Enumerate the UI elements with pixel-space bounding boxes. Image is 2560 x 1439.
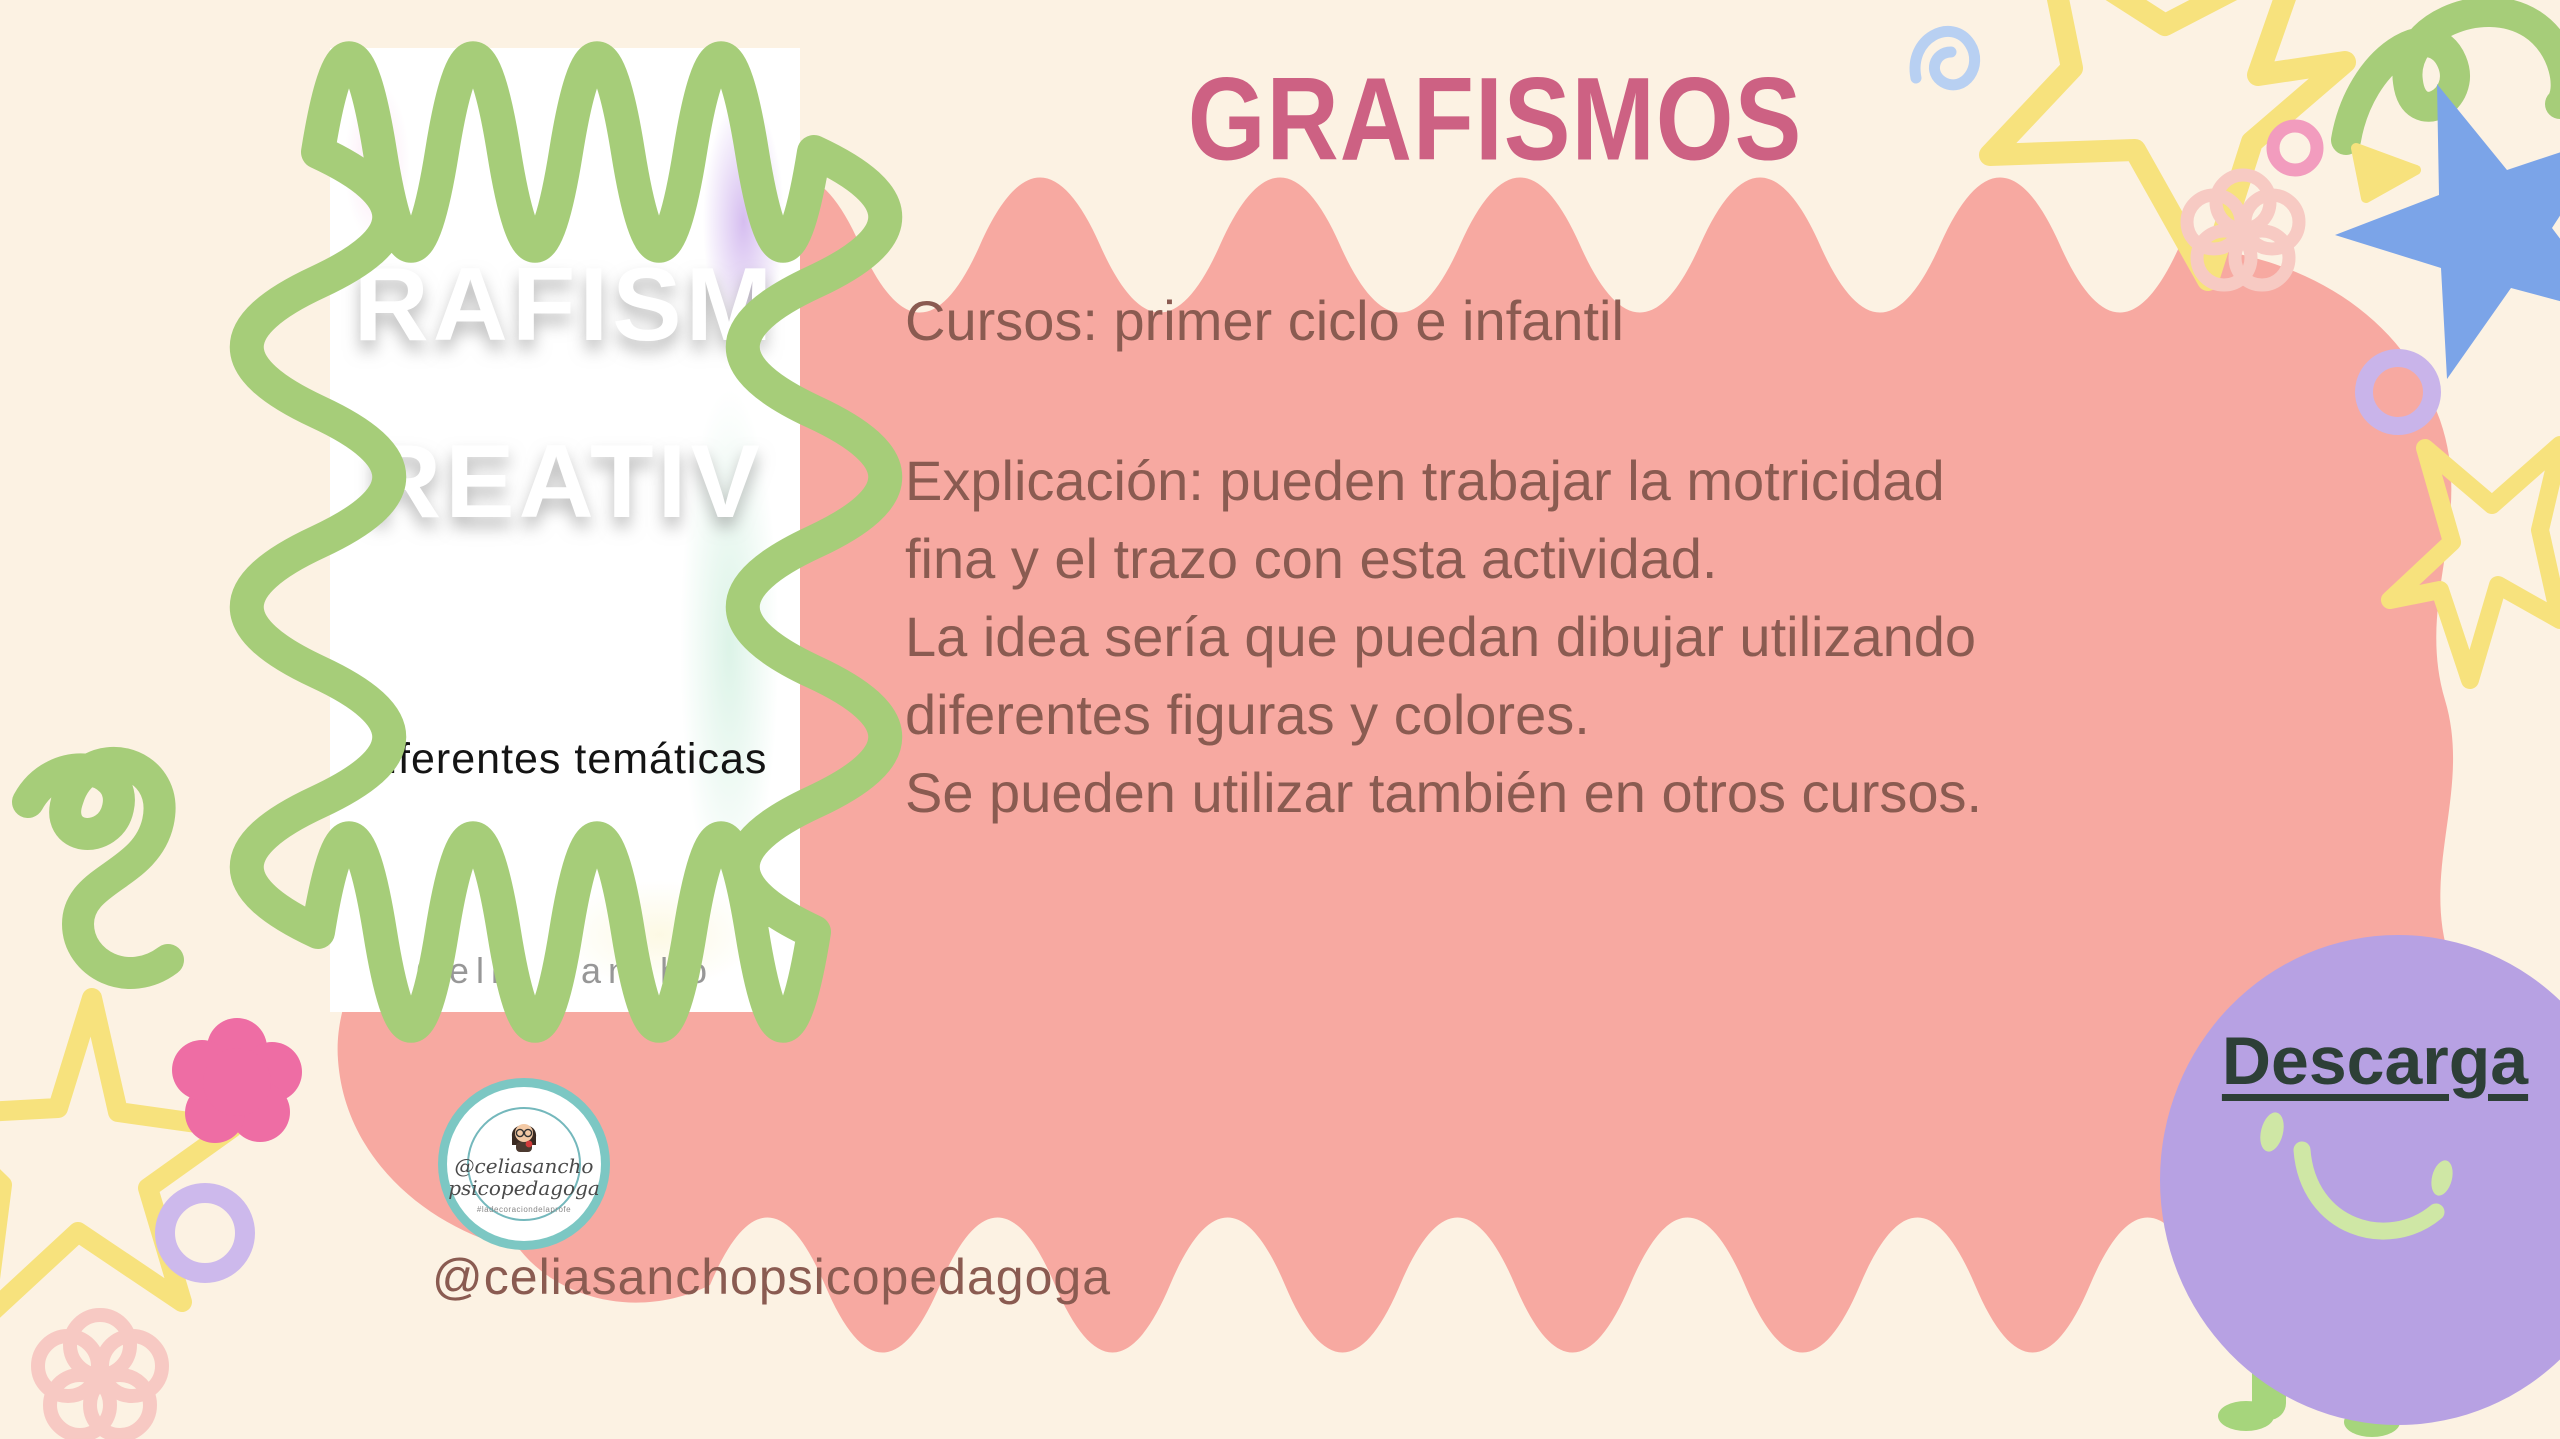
- explanation-text: [905, 442, 1982, 832]
- blue-swirl-icon: [1915, 31, 1975, 84]
- badge-hashtag: #ladecoraciondelaprofe: [476, 1204, 572, 1214]
- download-link[interactable]: Descarga: [2221, 1023, 2529, 1099]
- badge-handle-line1: @celiasancho: [454, 1153, 594, 1178]
- explanation-line: fina y el trazo con esta actividad.: [905, 527, 1718, 590]
- yellow-triangle-icon: [2356, 148, 2416, 198]
- explanation-line: Se pueden utilizar también en otros cursos.: [905, 761, 1983, 824]
- avatar-icon: [502, 1115, 546, 1155]
- explanation-line: diferentes figuras y colores.: [905, 683, 1590, 746]
- page-title: GRAFISMOS: [1187, 53, 1803, 186]
- courses-text: Cursos: primer ciclo e infantil: [905, 289, 1624, 352]
- cover-title-line2: REATIV: [366, 424, 764, 540]
- explanation-line: Explicación: pueden trabajar la motricidad: [905, 449, 1945, 512]
- badge-handle-line2: psicopedagoga: [448, 1175, 600, 1200]
- cover-subtitle: diferentes temáticas: [362, 735, 768, 783]
- hot-pink-flower-icon: [172, 1018, 302, 1143]
- character-foot-left: [2218, 1401, 2274, 1431]
- pale-pink-flower-outline-bottom: [38, 1315, 162, 1435]
- badge-white-ring: [447, 1087, 601, 1241]
- author-badge: [438, 1078, 610, 1250]
- purple-ring-left-icon: [165, 1193, 245, 1273]
- badge-inner-circle: [448, 1107, 600, 1221]
- instagram-handle: @celiasanchopsicopedagoga: [432, 1249, 1112, 1305]
- resource-cover-card: [330, 48, 800, 1012]
- green-loop-spiral-icon: [28, 763, 168, 973]
- explanation-line: La idea sería que puedan dibujar utilizando: [905, 605, 1977, 668]
- cover-author: Celia Sancho: [415, 950, 715, 991]
- pink-ring-icon: [2273, 126, 2317, 170]
- cover-title-line1: RAFISM: [353, 247, 777, 363]
